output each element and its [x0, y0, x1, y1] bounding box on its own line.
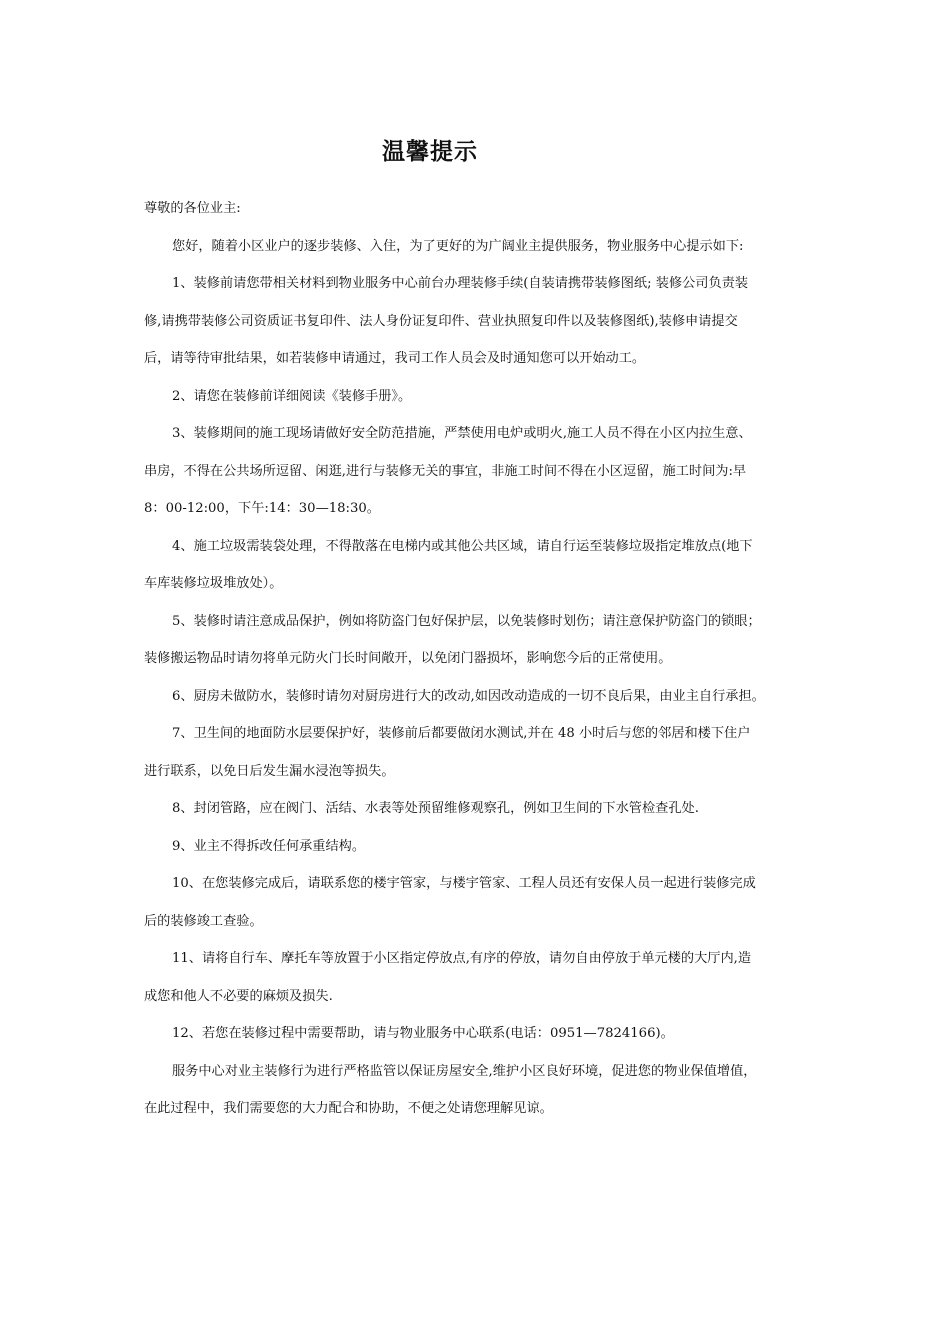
notice-item-3-line-2: 串房，不得在公共场所逗留、闲逛,进行与装修无关的事宜，非施工时间不得在小区逗留，施工时间为:早 [144, 463, 747, 479]
notice-item-9-line-1: 9、业主不得拆改任何承重结构。 [172, 838, 366, 854]
closing-line-1: 服务中心对业主装修行为进行严格监管以保证房屋安全,维护小区良好环境，促进您的物业保值增值， [172, 1063, 757, 1079]
notice-item-1-line-2: 修,请携带装修公司资质证书复印件、法人身份证复印件、营业执照复印件以及装修图纸),装修申请提交 [144, 313, 738, 329]
document-body [144, 190, 816, 1128]
notice-item-4-line-1: 4、施工垃圾需装袋处理，不得散落在电梯内或其他公共区域，请自行运至装修垃圾指定堆放点(地下 [172, 538, 753, 554]
notice-item-5 [144, 603, 816, 678]
notice-item-5-line-2: 装修搬运物品时请勿将单元防火门长时间敞开，以免闭门器损坏，影响您今后的正常使用。 [144, 651, 672, 666]
notice-item-10-line-1: 10、在您装修完成后，请联系您的楼宇管家，与楼宇管家、工程人员还有安保人员一起进行装修完成 [172, 876, 756, 891]
notice-item-4-line-2: 车库装修垃圾堆放处）。 [144, 576, 283, 591]
notice-item-2 [144, 378, 816, 416]
notice-item-2-line-1: 2、请您在装修前详细阅读《装修手册》。 [172, 388, 412, 404]
notice-item-3-line-1: 3、装修期间的施工现场请做好安全防范措施，严禁使用电炉或明火,施工人员不得在小区内拉生意、 [172, 426, 752, 441]
notice-item-3-line-3: 8：00-12:00，下午:14：30—18:30。 [144, 501, 380, 516]
document-title: 温馨提示 [382, 139, 478, 165]
notice-item-10-line-2: 后的装修竣工查验。 [144, 913, 263, 929]
notice-item-7 [144, 715, 816, 790]
notice-item-4 [144, 528, 816, 603]
notice-item-11-line-2: 成您和他人不必要的麻烦及损失. [144, 988, 333, 1004]
notice-item-11 [144, 940, 816, 1015]
closing-paragraph [144, 1053, 816, 1128]
notice-item-11-line-1: 11、请将自行车、摩托车等放置于小区指定停放点,有序的停放，请勿自由停放于单元楼的大厅内,造 [172, 951, 752, 966]
notice-item-1-line-1: 1、装修前请您带相关材料到物业服务中心前台办理装修手续(自装请携带装修图纸; 装修公司负责装 [172, 276, 749, 291]
notice-item-1-line-3: 后，请等待审批结果，如若装修申请通过，我司工作人员会及时通知您可以开始动工。 [144, 351, 646, 366]
notice-item-3 [144, 415, 816, 528]
notice-item-6 [144, 678, 816, 716]
notice-item-10 [144, 865, 816, 940]
notice-item-12-line-1: 12、若您在装修过程中需要帮助，请与物业服务中心联系(电话：0951—7824166)。 [172, 1026, 674, 1041]
notice-item-8-line-1: 8、封闭管路，应在阀门、活结、水表等处预留维修观察孔，例如卫生间的下水管检查孔处. [172, 801, 699, 816]
notice-item-7-line-2: 进行联系，以免日后发生漏水浸泡等损失。 [144, 763, 395, 779]
notice-item-12 [144, 1015, 816, 1053]
notice-item-1 [144, 265, 816, 378]
notice-item-6-line-1: 6、厨房未做防水，装修时请勿对厨房进行大的改动,如因改动造成的一切不良后果，由业主自行承担。 [172, 688, 765, 704]
notice-item-7-line-1: 7、卫生间的地面防水层要保护好，装修前后都要做闭水测试,并在 48 小时后与您的邻居和楼下住户 [172, 726, 751, 741]
salutation: 尊敬的各位业主: [144, 201, 241, 216]
notice-item-8 [144, 790, 816, 828]
closing-line-2: 在此过程中，我们需要您的大力配合和协助，不便之处请您理解见谅。 [144, 1101, 553, 1116]
notice-item-5-line-1: 5、装修时请注意成品保护，例如将防盗门包好保护层，以免装修时划伤；请注意保护防盗门的锁眼； [172, 613, 761, 629]
intro-paragraph: 您好，随着小区业户的逐步装修、入住，为了更好的为广阔业主提供服务，物业服务中心提示如下: [172, 238, 744, 254]
notice-item-9 [144, 828, 816, 866]
